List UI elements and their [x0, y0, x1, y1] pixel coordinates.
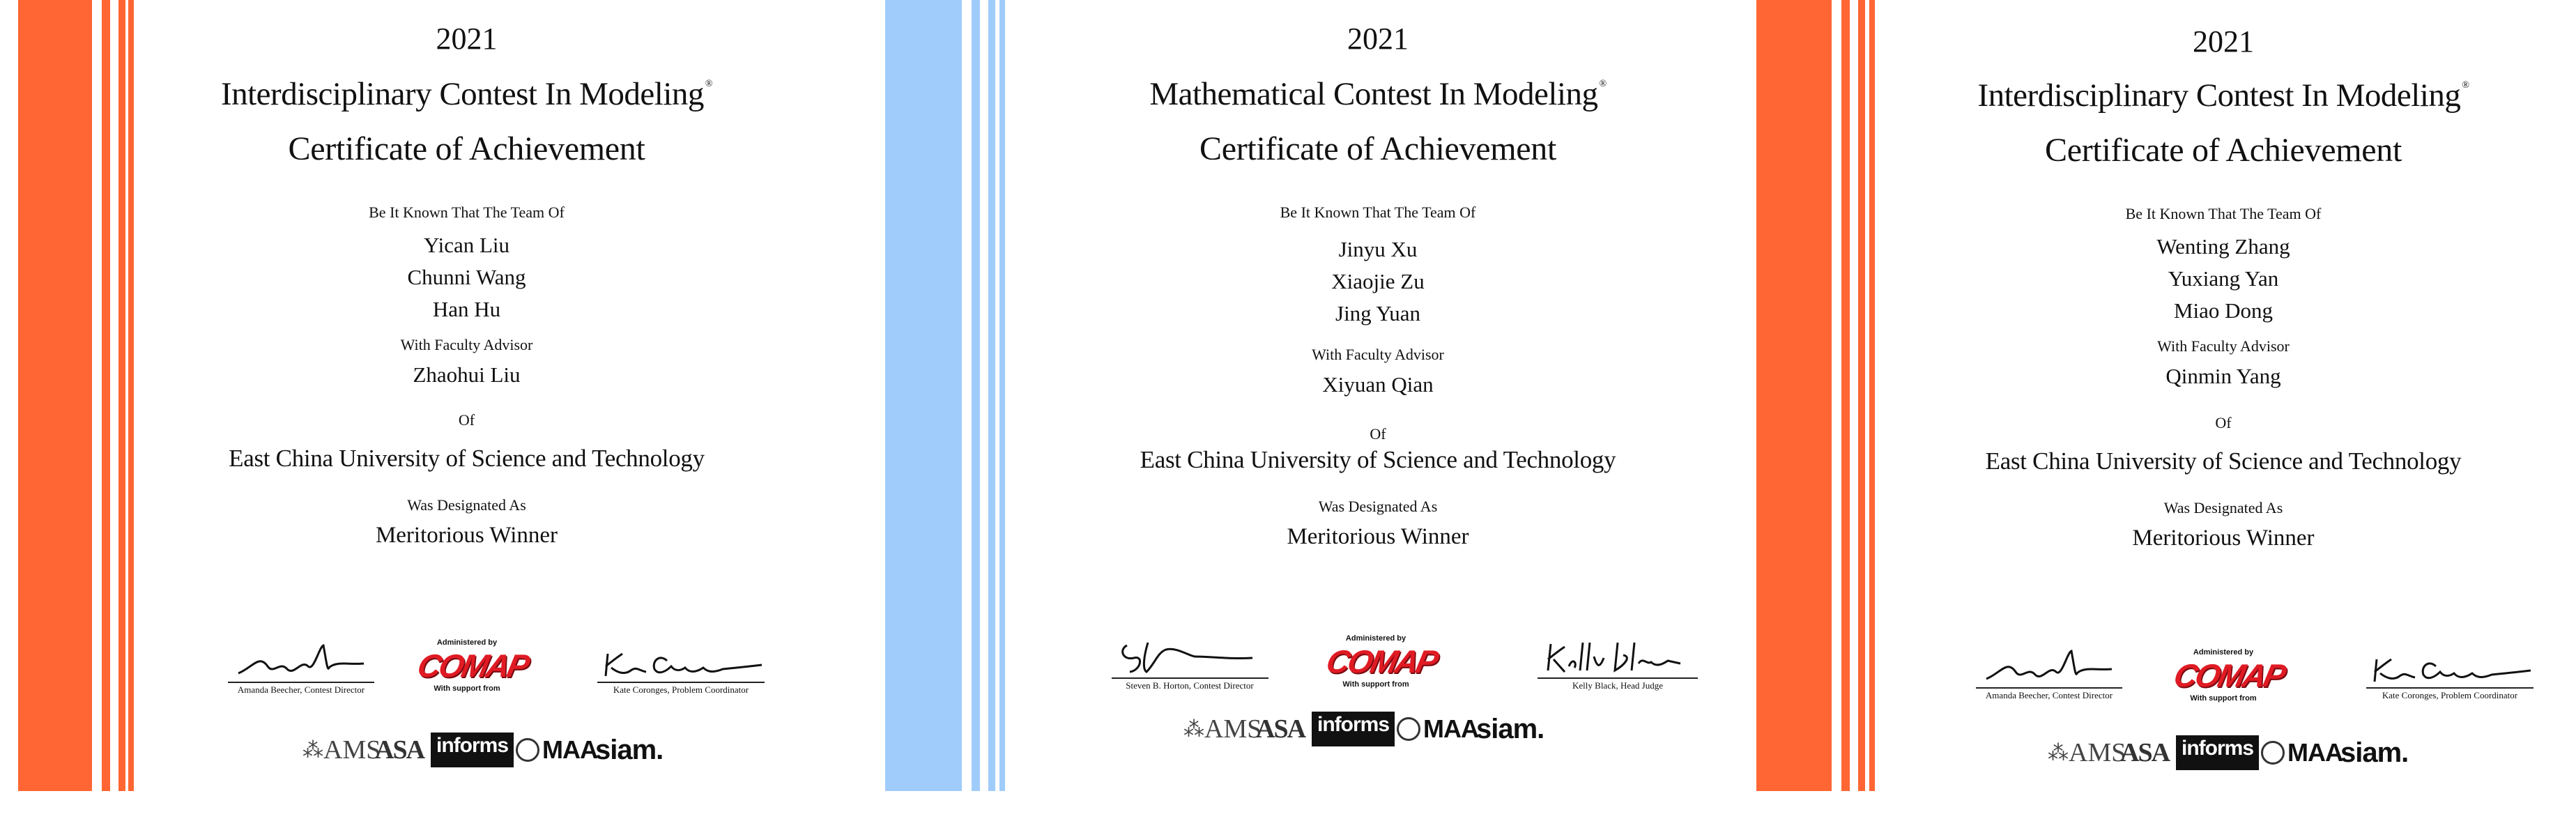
maa-logo-text: MAA [1423, 714, 1478, 743]
certificate-body [1875, 0, 2572, 791]
accent-stripe [972, 0, 980, 791]
registered-mark: ® [2462, 80, 2469, 91]
siam-logo: siam. [1476, 713, 1544, 744]
accent-stripe [1756, 0, 1832, 791]
ams-logo: ⁂ AMS [1183, 714, 1262, 744]
accent-stripe [102, 0, 110, 791]
accent-stripe [988, 0, 995, 791]
asa-logo: ASA [375, 735, 424, 765]
right-signature [1538, 636, 1698, 691]
accent-stripe [1858, 0, 1865, 791]
with-support-label: With support from [434, 684, 500, 693]
contest-name [1875, 77, 2572, 114]
maa-logo-text: MAA [2287, 738, 2343, 767]
comap-wordmark: COMAP [414, 647, 531, 684]
contest-name-text: Interdisciplinary Contest In Modeling [220, 76, 704, 112]
award-level: Meritorious Winner [2132, 526, 2315, 551]
designated-label: Was Designated As [1318, 498, 1438, 515]
team-member: Han Hu [432, 297, 501, 321]
ams-logo-text: AMS [1204, 714, 1262, 744]
signature-graphic [597, 640, 765, 682]
award-level: Meritorious Winner [375, 523, 558, 548]
right-signature [594, 640, 768, 696]
certificate-title: Certificate of Achievement [288, 130, 645, 167]
sponsor-logos [2048, 732, 2410, 774]
comap-logo [414, 638, 531, 693]
certificate-1 [0, 0, 885, 791]
team-member: Jing Yuan [1335, 301, 1420, 325]
siam-logo: siam. [595, 734, 664, 765]
signature-graphic [1541, 636, 1694, 677]
left-signature [224, 640, 378, 696]
advisor-label: With Faculty Advisor [2157, 337, 2290, 355]
team-member: Yican Liu [423, 233, 510, 257]
signature-caption: Amanda Beecher, Contest Director [1985, 690, 2113, 700]
team-member: Wenting Zhang [2156, 234, 2290, 259]
accent-stripe [128, 0, 134, 791]
certificate-body [134, 0, 799, 791]
ams-logo: ⁂ AMS [302, 735, 381, 765]
comap-wordmark: COMAP [2170, 657, 2287, 693]
informs-logo [1312, 708, 1395, 750]
be-it-known-label: Be It Known That The Team Of [2125, 205, 2322, 222]
comap-wordmark: COMAP [1323, 643, 1440, 680]
designated-label: Was Designated As [2163, 499, 2283, 516]
ams-logo: ⁂ AMS [2048, 738, 2126, 767]
certificate-title: Certificate of Achievement [1199, 130, 1556, 167]
certificate-2 [885, 0, 1756, 791]
advisor-label: With Faculty Advisor [1312, 346, 1444, 363]
of-label: Of [1370, 425, 1386, 443]
informs-logo-text: informs [431, 733, 514, 767]
asa-logo: ASA [2120, 738, 2170, 767]
certificate-body [1005, 0, 1751, 791]
designated-label: Was Designated As [407, 496, 526, 514]
team-member: Miao Dong [2173, 298, 2274, 323]
informs-logo [431, 729, 514, 771]
signature-graphic [231, 640, 371, 682]
left-signature [1110, 636, 1270, 691]
signature-graphic [1113, 636, 1266, 677]
with-support-label: With support from [2190, 694, 2257, 703]
certificate-year: 2021 [436, 22, 498, 56]
siam-logo: siam. [2340, 737, 2409, 768]
of-label: Of [2215, 414, 2232, 431]
sponsor-logos [1183, 708, 1546, 750]
maa-logo [516, 729, 597, 771]
university-name: East China University of Science and Technology [1140, 446, 1616, 473]
maa-logo [1397, 708, 1478, 750]
sponsor-logos [302, 729, 665, 771]
certificate-title: Certificate of Achievement [2045, 132, 2402, 169]
contest-name-text: Interdisciplinary Contest In Modeling [1977, 77, 2461, 114]
registered-mark: ® [705, 79, 713, 89]
maa-logo [2261, 732, 2343, 774]
team-member: Xiaojie Zu [1331, 269, 1425, 293]
administered-by-label: Administered by [2193, 648, 2254, 657]
accent-stripe [118, 0, 125, 791]
comap-logo [2170, 648, 2287, 703]
with-support-label: With support from [1342, 680, 1409, 689]
university-name: East China University of Science and Technology [1985, 447, 2462, 475]
team-member: Yuxiang Yan [2168, 266, 2279, 291]
certificate-3 [1756, 0, 2576, 791]
ams-logo-text: AMS [323, 735, 381, 765]
contest-name-text: Mathematical Contest In Modeling [1149, 76, 1598, 112]
faculty-advisor: Qinmin Yang [2165, 364, 2281, 388]
faculty-advisor: Zhaohui Liu [413, 362, 521, 387]
maa-seal-icon [1397, 717, 1420, 741]
accent-stripe [18, 0, 92, 791]
accent-stripe [1841, 0, 1850, 791]
certificate-year: 2021 [1347, 22, 1409, 56]
signature-graphic [2366, 645, 2533, 687]
informs-logo [2176, 732, 2259, 774]
left-signature [1972, 645, 2126, 701]
signature-caption: Kate Coronges, Problem Coordinator [613, 684, 749, 695]
certificate-year: 2021 [2193, 24, 2254, 59]
signature-caption: Amanda Beecher, Contest Director [237, 684, 365, 695]
maa-seal-icon [516, 738, 539, 762]
of-label: Of [458, 411, 475, 429]
be-it-known-label: Be It Known That The Team Of [369, 204, 565, 221]
registered-mark: ® [1599, 79, 1607, 89]
asa-logo: ASA [1256, 714, 1305, 744]
accent-stripe [1869, 0, 1875, 791]
contest-name [134, 75, 799, 113]
maa-logo-text: MAA [542, 735, 597, 764]
university-name: East China University of Science and Technology [229, 445, 705, 472]
team-member: Chunni Wang [407, 265, 526, 289]
accent-stripe [999, 0, 1005, 791]
maa-seal-icon [2261, 741, 2285, 765]
administered-by-label: Administered by [436, 638, 498, 647]
ams-logo-text: AMS [2069, 738, 2126, 767]
signature-caption: Steven B. Horton, Contest Director [1126, 680, 1254, 691]
contest-name [1005, 75, 1751, 113]
advisor-label: With Faculty Advisor [400, 336, 533, 353]
accent-stripe [885, 0, 962, 791]
award-level: Meritorious Winner [1287, 524, 1469, 549]
signature-graphic [1979, 645, 2119, 687]
administered-by-label: Administered by [1345, 634, 1406, 643]
informs-logo-text: informs [1312, 712, 1395, 746]
comap-logo [1323, 634, 1440, 689]
faculty-advisor: Xiyuan Qian [1322, 372, 1434, 397]
be-it-known-label: Be It Known That The Team Of [1280, 204, 1476, 221]
right-signature [2363, 645, 2537, 701]
team-member: Jinyu Xu [1338, 237, 1418, 261]
informs-logo-text: informs [2176, 735, 2259, 770]
signature-caption: Kelly Black, Head Judge [1572, 680, 1663, 691]
signature-caption: Kate Coronges, Problem Coordinator [2382, 690, 2518, 700]
